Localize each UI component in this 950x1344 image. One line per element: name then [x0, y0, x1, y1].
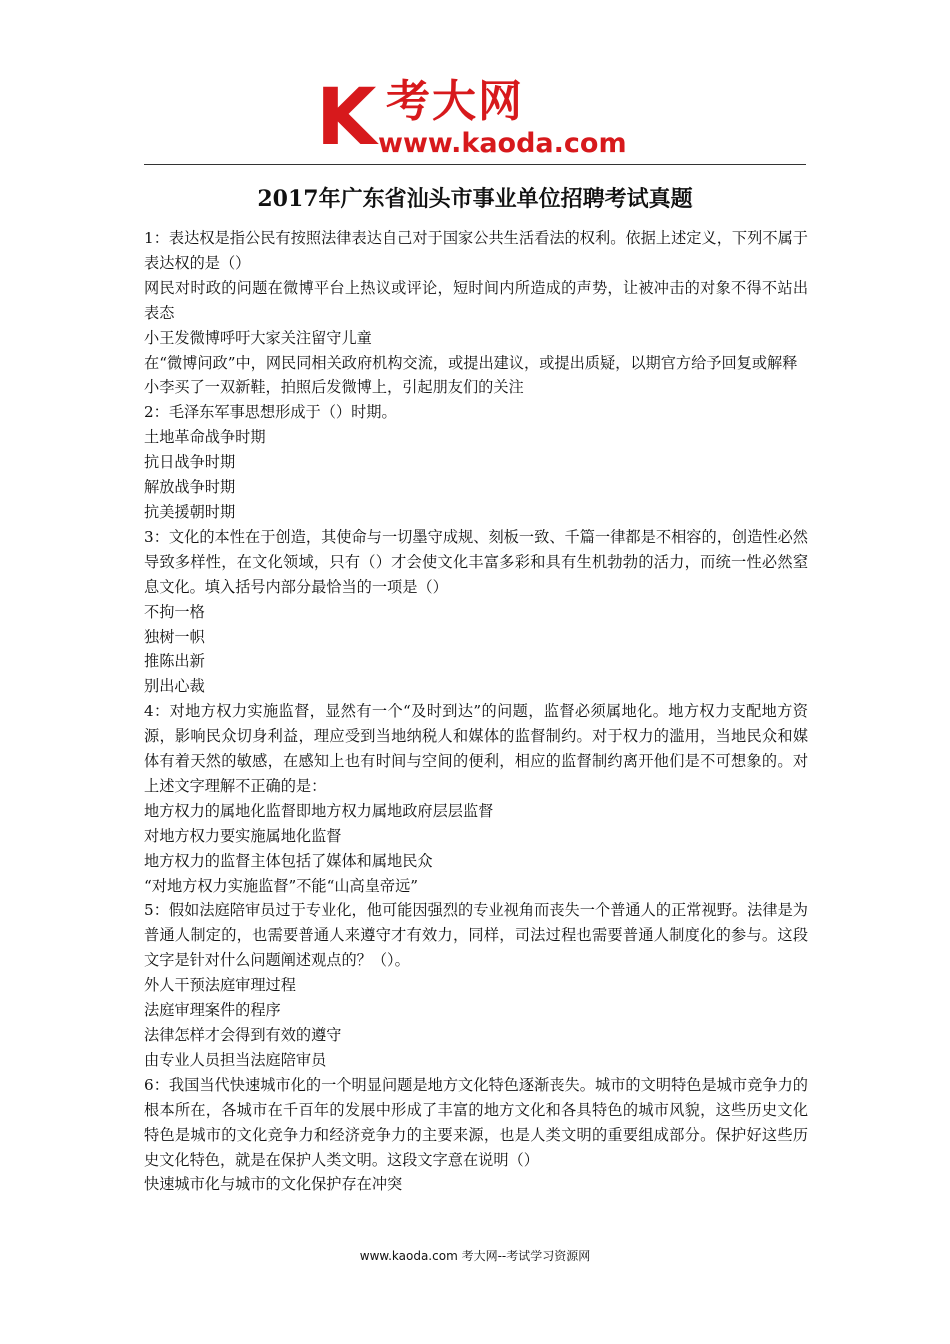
document-line: 小李买了一双新鞋，拍照后发微博上，引起朋友们的关注 [144, 378, 524, 397]
document-line: 土地革命战争时期 [144, 428, 266, 447]
document-line: 对地方权力要实施属地化监督 [144, 826, 342, 845]
header-divider [144, 164, 806, 165]
document-line: 别出心裁 [144, 677, 205, 696]
document-line: 2：毛泽东军事思想形成于（）时期。 [144, 403, 397, 422]
document-line: 4：对地方权力实施监督，显然有一个“及时到达”的问题，监督必须属地化。地方权力支配地方资源，影响民众切身利益，理应受到当地纳税人和媒体的监督制约。对于权力的滥用，当地民众和媒体有着天然的敏感，在感知上也有时间与空间的便利，相应的监督制约离开他们是不可想象的。对上述文字理解不正确的是： [144, 702, 808, 795]
document-line: 抗日战争时期 [144, 453, 236, 472]
document-line: 抗美援朝时期 [144, 502, 236, 521]
document-line: 法庭审理案件的程序 [144, 1001, 281, 1020]
document-line: 地方权力的属地化监督即地方权力属地政府层层监督 [144, 801, 494, 820]
logo-url: www.kaoda.com [378, 128, 627, 159]
document-line: 小王发微博呼吁大家关注留守儿童 [144, 328, 372, 347]
document-line: 地方权力的监督主体包括了媒体和属地民众 [144, 851, 433, 870]
logo-title: 考大网 [386, 76, 524, 127]
logo-k-mark: K [316, 73, 375, 163]
document-line: “对地方权力实施监督”不能“山高皇帝远” [144, 876, 419, 895]
page-title: 2017年广东省汕头市事业单位招聘考试真题 [257, 186, 693, 212]
document-line: 解放战争时期 [144, 478, 236, 497]
page-footer: www.kaoda.com 考大网--考试学习资源网 [359, 1249, 591, 1263]
document-line: 1：表达权是指公民有按照法律表达自己对于国家公共生活看法的权利。依据上述定义，下列不属于表达权的是（） [144, 229, 808, 272]
document-line: 6：我国当代快速城市化的一个明显问题是地方文化特色逐渐丧失。城市的文明特色是城市竞争力的根本所在，各城市在千百年的发展中形成了丰富的地方文化和各具特色的城市风貌，这些历史文化特色是城市的文化竞争力和经济竞争力的主要来源，也是人类文明的重要组成部分。保护好这些历史文化特色，就是在保护人类文明。这段文字意在说明（） [144, 1075, 808, 1169]
document-line: 5：假如法庭陪审员过于专业化，他可能因强烈的专业视角而丧失一个普通人的正常视野。法律是为普通人制定的，也需要普通人来遵守才有效力，同样，司法过程也需要普通人制度化的参与。这段文字是针对什么问题阐述观点的？（）。 [144, 901, 808, 970]
document-line: 在“微博问政”中，网民同相关政府机构交流，或提出建议，或提出质疑，以期官方给予回复或解释 [144, 353, 798, 372]
document-line: 不拘一格 [144, 602, 205, 621]
document-line: 外人干预法庭审理过程 [144, 976, 296, 995]
document-line: 3：文化的本性在于创造，其使命与一切墨守成规、刻板一致、千篇一律都是不相容的，创造性必然导致多样性，在文化领域，只有（）才会使文化丰富多彩和具有生机勃勃的活力，而统一性必然窒息文化。填入括号内部分最恰当的一项是（） [144, 527, 808, 596]
document-line: 法律怎样才会得到有效的遵守 [144, 1026, 342, 1044]
document-body [144, 226, 808, 1197]
kaoda-logo [316, 73, 646, 164]
document-line: 快速城市化与城市的文化保护存在冲突 [144, 1175, 403, 1194]
document-line: 网民对时政的问题在微博平台上热议或评论，短时间内所造成的声势，让被冲击的对象不得不站出表态 [144, 278, 808, 322]
document-line: 由专业人员担当法庭陪审员 [144, 1050, 327, 1069]
document-line: 独树一帜 [144, 627, 205, 646]
document-line: 推陈出新 [144, 652, 205, 671]
